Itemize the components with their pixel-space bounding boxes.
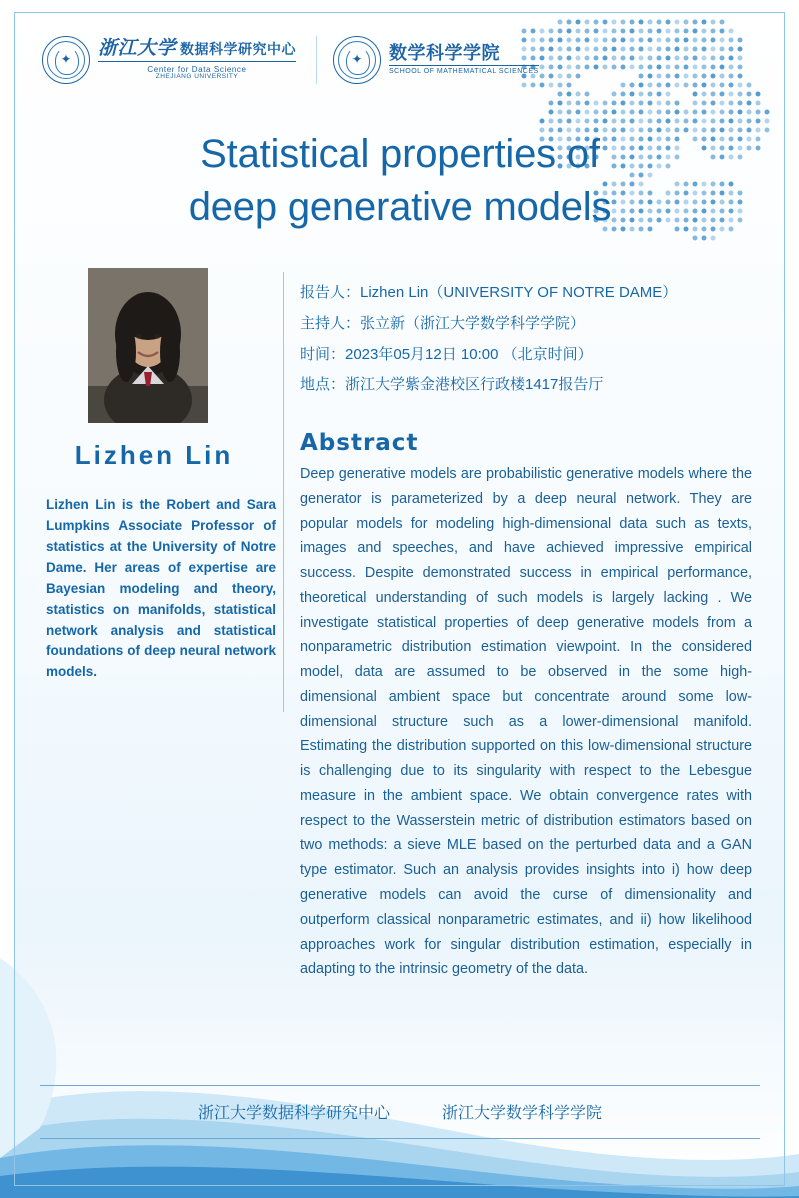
logo-left-cn-sub: 数据科学研究中心 (180, 40, 297, 57)
logo-left-en-line1: Center for Data Science (147, 64, 247, 74)
title-line-2: deep generative models (188, 185, 612, 230)
event-presenter: 报告人：Lizhen Lin（UNIVERSITY OF NOTRE DAME） (300, 284, 678, 301)
speaker-bio: Lizhen Lin is the Robert and Sara Lumpkins Associate Professor of statistics at the University of Notre Dame. Her areas of expertise are Bayesian modeling and theory, statistics on manifolds, statistical network analysis and statistical foundations of deep neural network models. (46, 497, 276, 680)
footer-divider-bottom (40, 1138, 760, 1139)
logo-school-of-mathematical-sciences (316, 36, 553, 84)
logo-left-en-line2: ZHEJIANG UNIVERSITY (155, 73, 239, 81)
logo-center-for-data-science (42, 36, 310, 84)
footer (40, 1100, 760, 1123)
title-line-1: Statistical properties of (200, 132, 600, 176)
speaker-name: Lizhen Lin (74, 440, 234, 470)
header-logos (42, 30, 553, 90)
zju-seal-icon: ✦ (42, 36, 90, 84)
poster-title (60, 128, 740, 234)
event-details (300, 278, 752, 401)
footer-left: 浙江大学数据科学研究中心 (197, 1105, 390, 1122)
event-host: 主持人：张立新（浙江大学数学科学学院） (300, 314, 586, 332)
logo-right-cn-name: 数学科学学院 (389, 43, 501, 64)
logo-right-divider (389, 65, 539, 66)
abstract-body: Deep generative models are probabilistic generative models where the generator is parameterized by a deep neural network. They are popular models for modeling high-dimensional data such as texts, images and speeches, and have achieved impressive empirical success. Despite demonstrated success in empirical performance, theoretical understanding of such models is largely lacking . We investigate statistical properties of deep generative models from a nonparametric distribution estimation viewpoint. In the considered model, data are assumed to be observed in the some high-dimensional ambient space but concentrate around some low-dimensional structure such as a lower-dimensional manifold. Estimating the distribution supported on this low-dimensional structure is challenging due to its singularity with respect to the Lebesgue measure in the ambient space. We obtain convergence rates with respect to the Wasserstein metric of distribution estimators based on two methods: a sieve MLE based on the perturbed data and a GAN type estimator. Such an analysis provides insights into i) how deep generative models can avoid the curse of dimensionality and outperform classical nonparametric estimates, and ii) how likelihood approaches work for singular distribution estimation, especially in adapting to the intrinsic geometry of the data. (300, 466, 752, 978)
column-divider (283, 272, 284, 712)
abstract-heading: Abstract (300, 430, 419, 456)
speaker-photo (88, 268, 208, 423)
wave-decoration (0, 958, 799, 1198)
logo-right-en-line1: SCHOOL OF MATHEMATICAL SCIENCES (389, 68, 539, 76)
logo-left-divider (98, 61, 296, 62)
event-time: 时间：2023年05月12日 10:00 （北京时间） (300, 345, 593, 363)
footer-divider-top (40, 1085, 760, 1086)
logo-left-cn-name: 浙江大学 (98, 37, 177, 59)
zju-seal-icon-2: ✦ (333, 36, 381, 84)
footer-right: 浙江大学数学科学学院 (442, 1105, 603, 1122)
event-venue: 地点：浙江大学紫金港校区行政楼1417报告厅 (300, 376, 604, 394)
